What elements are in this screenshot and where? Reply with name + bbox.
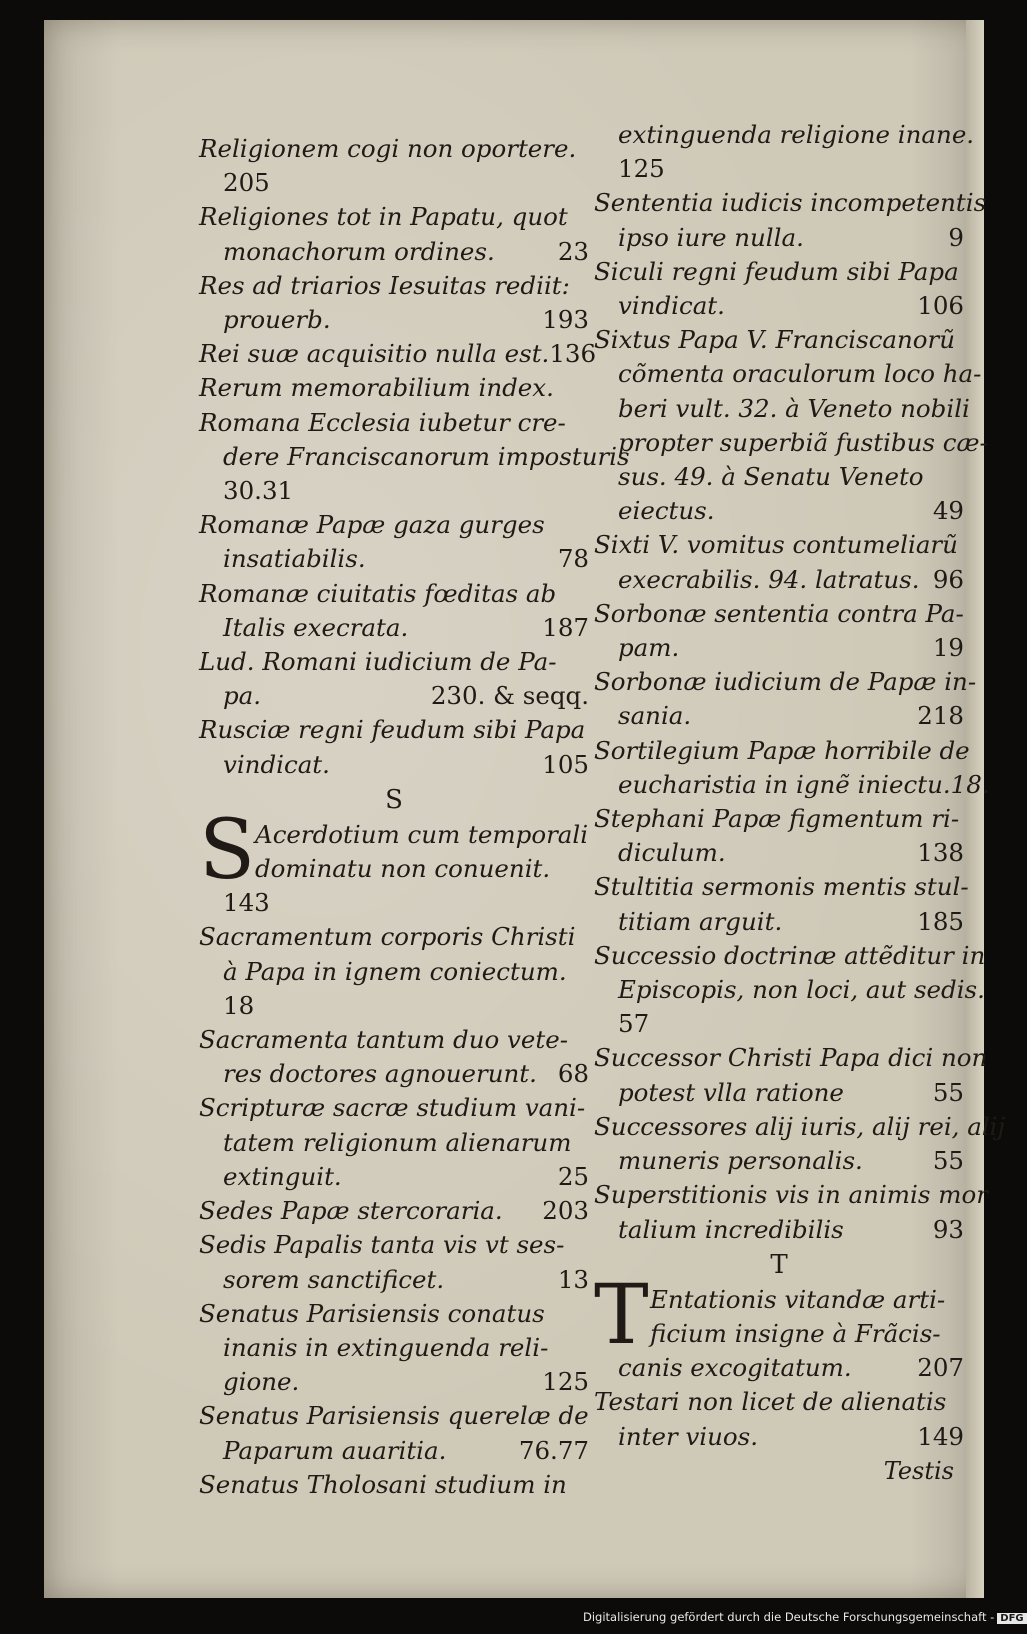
entry-line	[594, 118, 975, 152]
entry-text: muneris personalis.	[618, 1146, 863, 1176]
entry-line	[594, 1385, 964, 1419]
index-entry	[199, 1023, 589, 1091]
entry-text: Senatus Tholosani studium in	[199, 1469, 567, 1499]
index-entry	[594, 118, 975, 186]
entry-line	[199, 1263, 589, 1297]
entry-line	[199, 303, 589, 337]
index-entry	[199, 920, 589, 1023]
index-entry	[199, 1297, 589, 1400]
entry-line	[594, 665, 977, 699]
index-entry	[594, 802, 964, 870]
entry-text: pa.	[223, 681, 262, 711]
page-reference: 68	[557, 1059, 589, 1089]
entry-text: Testari non licet de alienatis	[594, 1387, 947, 1417]
entry-line	[199, 542, 589, 576]
page-reference: 218	[917, 701, 964, 731]
page-reference: 205	[223, 168, 270, 198]
entry-text: Religiones tot in Papatu, quot	[199, 202, 568, 232]
page-reference: 138	[917, 838, 964, 868]
entry-text: Successores alij iuris, alij rei, alij	[594, 1111, 1006, 1141]
entry-line	[594, 734, 970, 768]
book-page	[44, 20, 1006, 1598]
entry-line	[594, 597, 964, 631]
entry-text: Sacramenta tantum duo vete-	[199, 1025, 569, 1055]
page-reference: 23	[557, 236, 589, 266]
entry-text: gione.	[223, 1367, 300, 1397]
page-reference: 76.77	[518, 1435, 589, 1465]
entry-text: Religionem cogi non oportere.	[199, 134, 577, 163]
entry-line	[594, 1213, 964, 1247]
entry-text: vindicat.	[618, 291, 725, 321]
index-entry	[594, 1178, 988, 1246]
index-entry	[594, 734, 990, 802]
entry-line	[199, 920, 589, 954]
entry-line	[199, 1160, 589, 1194]
entry-text: beri vult. 32. à Veneto nobili	[618, 393, 970, 423]
entry-text: ficium insigne à Frãcis-	[650, 1318, 941, 1348]
entry-line	[594, 255, 964, 289]
index-entry	[594, 528, 964, 596]
entry-text: res doctores agnouerunt.	[223, 1059, 537, 1089]
entry-text: Italis execrata.	[223, 612, 409, 642]
entry-line	[594, 528, 964, 562]
index-entry	[594, 1041, 988, 1109]
entry-line	[594, 768, 990, 802]
section-letter-s: S	[385, 784, 403, 815]
entry-text: Sententia iudicis incompetentis	[594, 188, 987, 218]
entry-text: Acerdotium cum temporali	[255, 819, 589, 849]
index-entry	[199, 269, 589, 337]
catchword: Testis	[883, 1456, 954, 1485]
page-reference: 55	[932, 1077, 964, 1107]
entry-line	[199, 1228, 589, 1262]
entry-line	[594, 494, 964, 528]
entry-line	[199, 886, 589, 920]
entry-text: Scripturæ sacræ studium vani-	[199, 1093, 586, 1123]
page-reference: 125	[618, 154, 665, 184]
entry-text: dere Franciscanorum imposturis	[223, 441, 630, 471]
page-reference: 13	[557, 1264, 589, 1294]
entry-line	[199, 1365, 589, 1399]
index-entry	[594, 186, 987, 254]
entry-text: extinguit.	[223, 1161, 342, 1191]
entry-line	[594, 699, 964, 733]
entry-line	[594, 289, 964, 323]
entry-text: Stultitia sermonis mentis stul-	[594, 872, 969, 902]
entry-text: Romana Ecclesia iubetur cre-	[199, 407, 566, 437]
page-reference: 55	[932, 1146, 964, 1176]
page-reference: 9	[948, 222, 964, 252]
entry-text: Sacramentum corporis Christi	[199, 922, 576, 952]
entry-line	[199, 1091, 589, 1125]
index-entry	[594, 255, 964, 323]
entry-line	[199, 371, 589, 405]
entry-text: Senatus Parisiensis querelæ de	[199, 1401, 589, 1431]
entry-text: Romanæ ciuitatis fœditas ab	[199, 578, 557, 608]
entry-line	[199, 474, 589, 508]
page-reference: 18	[223, 990, 255, 1020]
entry-line	[199, 989, 589, 1023]
entry-text: sus. 49. à Senatu Veneto	[618, 462, 924, 492]
entry-line	[594, 392, 970, 426]
index-entry	[199, 1194, 589, 1228]
entry-text: eiectus.	[618, 496, 715, 526]
page-reference: 106	[917, 291, 964, 321]
entry-text: Episcopis, non loci, aut sedis.	[618, 975, 985, 1005]
entry-text: titiam arguit.	[618, 906, 783, 936]
index-entry	[594, 1385, 964, 1453]
dfg-logo: DFG	[997, 1613, 1026, 1624]
entry-line	[594, 563, 964, 597]
entry-text: tatem religionum alienarum	[223, 1127, 572, 1157]
entry-text: Successor Christi Papa dici non	[594, 1043, 988, 1073]
entry-text: cõmenta oraculorum loco ha-	[618, 359, 982, 389]
entry-text: sania.	[618, 701, 692, 731]
entry-line	[594, 323, 964, 357]
entry-text: Entationis vitandæ arti-	[650, 1284, 946, 1314]
entry-line	[594, 870, 969, 904]
index-entry	[594, 939, 986, 1042]
entry-line	[199, 1194, 589, 1228]
page-reference: 30.31	[223, 476, 294, 506]
page-reference: 207	[917, 1353, 964, 1383]
entry-text: extinguenda religione inane.	[618, 120, 975, 149]
index-entry-dropcap	[199, 802, 589, 921]
entry-text: Sorbonæ iudicium de Papæ in-	[594, 667, 977, 697]
entry-line	[594, 1351, 964, 1385]
entry-line	[199, 713, 589, 747]
index-column-right	[594, 118, 1006, 1488]
entry-text: Paparum auaritia.	[223, 1435, 447, 1465]
index-entry	[594, 870, 969, 938]
entry-line	[594, 1178, 988, 1212]
footer-text: Digitalisierung gefördert durch die Deutsche Forschungsgemeinschaft -	[583, 1610, 995, 1624]
page-reference: 49	[932, 496, 964, 526]
entry-line	[199, 200, 589, 234]
entry-line	[199, 1434, 589, 1468]
entry-text: Res ad triarios Iesuitas rediit:	[199, 270, 570, 300]
index-entry	[199, 1228, 589, 1296]
entry-line	[199, 269, 589, 303]
drop-capital: S	[199, 802, 256, 898]
entry-line	[594, 836, 964, 870]
entry-line	[594, 802, 964, 836]
entry-line	[594, 221, 964, 255]
index-entry	[199, 713, 589, 781]
entry-line	[594, 460, 964, 494]
entry-text: inter viuos.	[618, 1421, 759, 1451]
entry-text: Sedis Papalis tanta vis vt ses-	[199, 1230, 565, 1260]
entry-text: sorem sanctificet.	[223, 1264, 445, 1294]
entry-line	[199, 748, 589, 782]
entry-text: Rei suæ acquisitio nulla est.	[199, 339, 550, 369]
entry-line	[199, 1468, 589, 1502]
entry-line	[594, 426, 988, 460]
entry-line	[199, 679, 589, 713]
entry-line	[199, 406, 589, 440]
page-reference: 230. & seqq.	[430, 681, 589, 711]
entry-text: propter superbiã fustibus cæ-	[618, 427, 988, 457]
page-reference: 19	[932, 633, 964, 663]
entry-line	[199, 1297, 589, 1331]
page-reference: 125	[542, 1367, 589, 1397]
entry-line	[199, 235, 589, 269]
page-reference: 185	[917, 906, 964, 936]
entry-text: Siculi regni feudum sibi Papa	[594, 256, 959, 286]
entry-text: Sortilegium Papæ horribile de	[594, 735, 970, 765]
entry-line	[199, 818, 589, 852]
entry-line	[594, 1076, 964, 1110]
page-reference: 96	[932, 564, 964, 594]
entry-line	[199, 508, 589, 542]
page-reference: 136	[549, 339, 597, 369]
entry-line	[199, 1331, 589, 1365]
entry-text: potest vlla ratione	[618, 1077, 844, 1107]
entry-line	[594, 152, 964, 186]
entry-line	[594, 1110, 1006, 1144]
entry-line	[199, 337, 597, 371]
entry-text: Sixti V. vomitus contumeliarũ	[594, 530, 958, 560]
entry-text: Lud. Romani iudicium de Pa-	[199, 647, 557, 677]
entry-line	[594, 905, 964, 939]
page-reference: 25	[557, 1161, 589, 1191]
entry-line	[594, 631, 964, 665]
entry-line	[199, 1023, 589, 1057]
entry-text: Romanæ Papæ gaza gurges	[199, 510, 545, 540]
entry-line	[594, 1317, 964, 1351]
entry-text: Rusciæ regni feudum sibi Papa	[199, 715, 586, 745]
entry-line	[199, 1057, 589, 1091]
entry-text: à Papa in ignem coniectum.	[223, 956, 567, 986]
entry-text: monachorum ordines.	[223, 236, 495, 266]
entry-text: Senatus Parisiensis conatus	[199, 1298, 545, 1328]
entry-line	[594, 1041, 988, 1075]
page-reference: 187	[542, 612, 589, 642]
entry-text: insatiabilis.	[223, 544, 366, 574]
entry-text: talium incredibilis	[618, 1214, 844, 1244]
entry-line	[199, 955, 589, 989]
index-entry	[199, 1091, 589, 1194]
entry-text: vindicat.	[223, 749, 330, 779]
entry-line	[594, 1420, 964, 1454]
index-entry	[594, 597, 964, 665]
drop-capital: T	[594, 1267, 649, 1363]
entry-line	[199, 611, 589, 645]
entry-line	[199, 852, 589, 886]
entry-line	[199, 166, 589, 200]
entry-line	[594, 939, 986, 973]
entry-text: canis excogitatum.	[618, 1353, 852, 1383]
page-reference: 78	[557, 544, 589, 574]
page-reference: 143	[223, 888, 270, 918]
index-entry	[594, 665, 977, 733]
entry-line	[594, 186, 987, 220]
page-reference: 149	[917, 1421, 964, 1451]
index-entry	[199, 508, 589, 576]
entry-text: Sedes Papæ stercoraria.	[199, 1196, 503, 1226]
entry-text: Successio doctrinæ attẽditur in	[594, 940, 986, 970]
entry-text: Sixtus Papa V. Franciscanorũ	[594, 325, 956, 355]
page-reference: 193	[542, 305, 589, 335]
entry-text: pam.	[618, 633, 680, 663]
entry-text: execrabilis. 94. latratus.	[618, 564, 920, 594]
index-entry	[199, 132, 589, 200]
digitization-footer	[583, 1610, 1027, 1624]
section-letter-t: T	[770, 1249, 788, 1280]
index-entry-dropcap	[594, 1267, 964, 1386]
index-entry	[199, 577, 589, 645]
entry-text: Sorbonæ sententia contra Pa-	[594, 598, 964, 628]
page-reference: 105	[542, 749, 589, 779]
entry-text: Stephani Papæ figmentum ri-	[594, 804, 960, 834]
page-reference: 203	[542, 1196, 589, 1226]
page-reference: 93	[932, 1214, 964, 1244]
entry-line	[199, 132, 589, 166]
entry-line	[594, 1283, 964, 1317]
entry-text: eucharistia in ignẽ iniectu.18.	[618, 769, 990, 799]
index-entry	[199, 645, 589, 713]
index-entry	[199, 371, 589, 405]
entry-text: Superstitionis vis in animis mor	[594, 1180, 988, 1210]
entry-text: Rerum memorabilium index.	[199, 373, 554, 403]
entry-text: diculum.	[618, 838, 726, 868]
index-column-left	[199, 132, 630, 1502]
index-entry	[199, 337, 597, 371]
index-entry	[594, 323, 988, 528]
index-entry	[199, 1468, 589, 1502]
entry-line	[594, 1144, 964, 1178]
entry-line	[594, 1007, 964, 1041]
entry-line	[594, 357, 982, 391]
index-entry	[199, 1399, 589, 1467]
entry-text: dominatu non conuenit.	[255, 854, 551, 884]
entry-line	[199, 577, 589, 611]
page-edge	[966, 20, 984, 1598]
page-reference: 57	[618, 1009, 650, 1039]
entry-line	[199, 1399, 589, 1433]
entry-line	[199, 440, 630, 474]
entry-line	[594, 973, 985, 1007]
entry-text: inanis in extinguenda reli-	[223, 1332, 549, 1362]
index-entry	[199, 406, 630, 509]
entry-line	[199, 645, 589, 679]
index-entry	[594, 1110, 1006, 1178]
entry-text: ipso iure nulla.	[618, 222, 804, 252]
entry-line	[199, 1126, 589, 1160]
index-entry	[199, 200, 589, 268]
entry-text: prouerb.	[223, 305, 331, 335]
